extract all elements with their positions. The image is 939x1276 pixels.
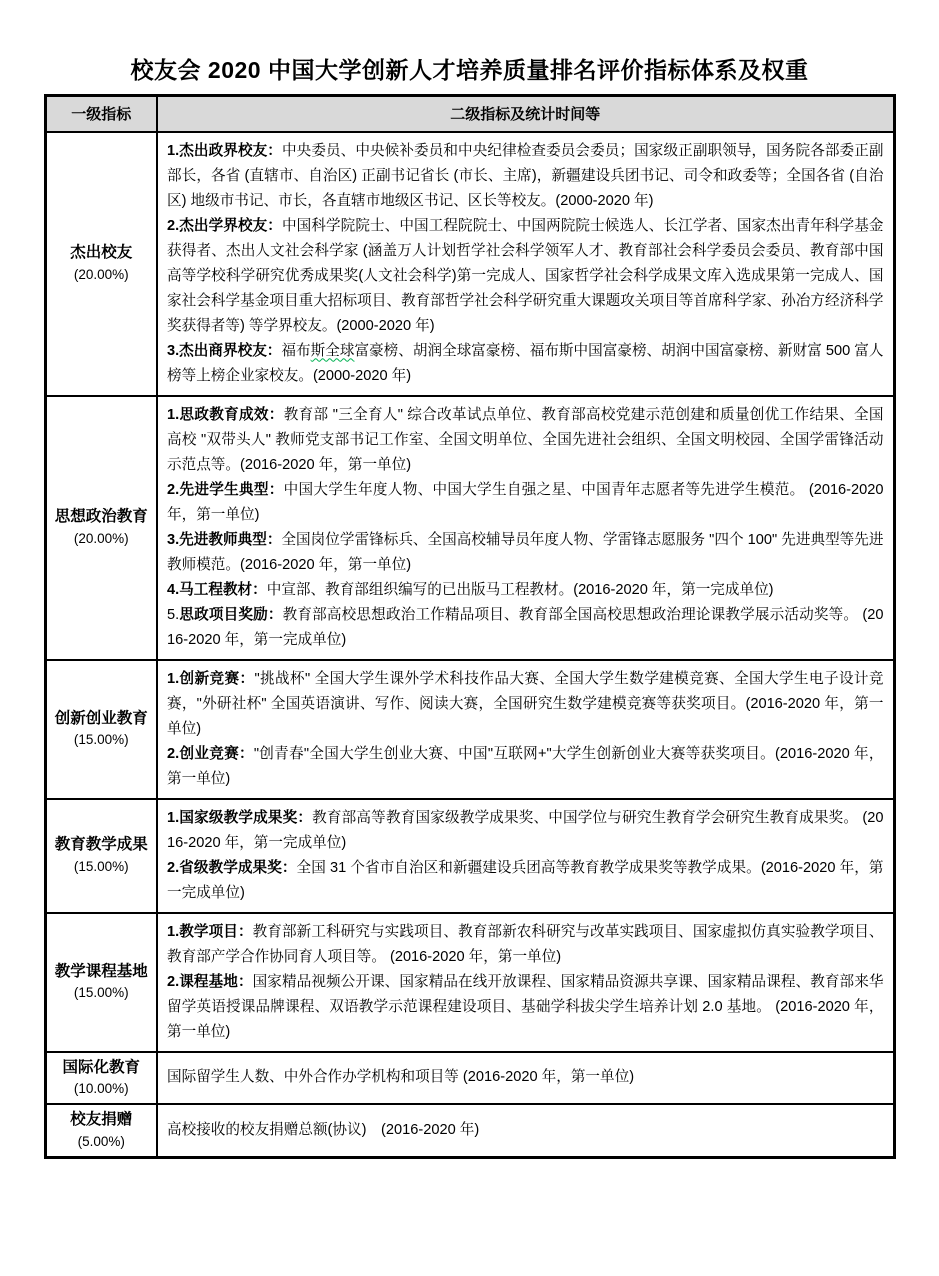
indicator-item	[167, 970, 884, 1045]
item-text: 中国科学院院士、中国工程院院士、中国两院院士候选人、长江学者、国家杰出青年科学基金获得者、杰出人文社会科学家 (涵盖万人计划哲学社会科学领军人才、教育部社会科学委员会委员、教育部中国高等学校科学研究优秀成果奖(人文社会科学)第一完成人、国家哲学社会科学成果文库入选成果第一完成人、国家社会科学基金项目重大招标项目、教育部哲学社会科学研究重大课题攻关项目等首席科学家、孙冶方经济科学奖获得者等) 等学界校友。(2000-2020 年)	[167, 217, 884, 334]
header-level2-indicator: 二级指标及统计时间等	[157, 96, 894, 132]
item-label: 3.杰出商界校友：	[167, 342, 282, 359]
item-label: 2.课程基地：	[167, 973, 253, 990]
item-label: 4.马工程教材：	[167, 581, 267, 598]
item-text: 教育部新工科研究与实践项目、教育部新农科研究与改革实践项目、国家虚拟仿真实验教学项目、教育部产学合作协同育人项目等。 (2016-2020 年，第一单位)	[167, 923, 884, 965]
item-label: 2.省级教学成果奖：	[167, 859, 297, 876]
indicator-name: 杰出校友	[70, 244, 133, 262]
item-text: 全国 31 个省市自治区和新疆建设兵团高等教育教学成果奖等教学成果。(2016-2020 年，第一完成单位)	[167, 859, 884, 901]
item-label: 1.创新竞赛：	[167, 670, 255, 687]
item-label: 1.国家级教学成果奖：	[167, 809, 313, 826]
indicator-weight: (15.00%)	[73, 985, 129, 1001]
level2-indicator-cell	[157, 132, 894, 396]
level2-indicator-cell	[157, 1052, 894, 1105]
indicator-name: 创新创业教育	[54, 709, 148, 727]
item-text: 全国岗位学雷锋标兵、全国高校辅导员年度人物、学雷锋志愿服务 "四个 100" 先进典型等先进教师模范。(2016-2020 年，第一单位)	[167, 531, 884, 573]
item-text: 高校接收的校友捐赠总额(协议) (2016-2020 年)	[167, 1122, 480, 1139]
item-label: 2.先进学生典型：	[167, 481, 284, 498]
table-row	[45, 396, 894, 660]
level2-indicator-cell	[157, 1104, 894, 1157]
table-row	[45, 1052, 894, 1105]
item-text: 中国大学生年度人物、中国大学生自强之星、中国青年志愿者等先进学生模范。 (2016-2020 年，第一单位)	[167, 481, 884, 523]
level2-indicator-cell	[157, 396, 894, 660]
item-text: 富豪榜、胡润全球富豪榜、福布斯中国富豪榜、胡润中国富豪榜、新财富 500 富人榜等上榜企业家校友。(2000-2020 年)	[167, 342, 884, 384]
item-text: 福布	[281, 342, 311, 359]
level2-indicator-cell	[157, 799, 894, 913]
indicator-item	[167, 920, 884, 970]
item-text: 国家精品视频公开课、国家精品在线开放课程、国家精品资源共享课、国家精品课程、教育部来华留学英语授课品牌课程、双语教学示范课程建设项目、基础学科拔尖学生培养计划 2.0 基地。 (2016-2020 年，第一单位)	[167, 973, 884, 1040]
level1-indicator-cell	[45, 396, 157, 660]
item-text: 中宣部、教育部组织编写的已出版马工程教材。(2016-2020 年，第一完成单位)	[266, 581, 774, 598]
item-label: 1.思政教育成效：	[167, 406, 284, 423]
indicator-name: 教学课程基地	[54, 962, 148, 980]
item-text: 国际留学生人数、中外合作办学机构和项目等 (2016-2020 年，第一单位)	[167, 1069, 635, 1086]
indicator-item	[167, 403, 884, 478]
level2-indicator-cell	[157, 660, 894, 799]
table-row	[45, 660, 894, 799]
indicator-weight: (15.00%)	[73, 858, 129, 874]
level1-indicator-cell	[45, 132, 157, 396]
level1-indicator-cell	[45, 660, 157, 799]
table-header-row	[45, 96, 894, 132]
spellcheck-wavy-text: 斯全球	[310, 342, 355, 359]
indicator-name: 教育教学成果	[54, 836, 148, 854]
item-label: 1.教学项目：	[167, 923, 253, 940]
indicator-item	[167, 603, 884, 653]
header-level1-indicator: 一级指标	[45, 96, 157, 132]
indicator-weight: (15.00%)	[73, 732, 129, 748]
level1-indicator-cell	[45, 799, 157, 913]
indicator-item	[167, 806, 884, 856]
table-row	[45, 913, 894, 1052]
indicator-item	[167, 1065, 884, 1090]
indicator-item	[167, 1118, 884, 1143]
item-text: "挑战杯" 全国大学生课外学术科技作品大赛、全国大学生数学建模竞赛、全国大学生电子设计竞赛，"外研社杯" 全国英语演讲、写作、阅读大赛，全国研究生数学建模竞赛等获奖项目。(2016-2020 年，第一单位)	[167, 670, 884, 737]
indicator-name: 国际化教育	[62, 1058, 140, 1076]
level1-indicator-cell	[45, 913, 157, 1052]
indicator-name: 校友捐赠	[70, 1111, 133, 1129]
indicator-table	[44, 94, 896, 1159]
indicator-item	[167, 742, 884, 792]
indicator-item	[167, 139, 884, 214]
level1-indicator-cell	[45, 1052, 157, 1105]
item-label: 3.先进教师典型：	[167, 531, 282, 548]
table-row	[45, 132, 894, 396]
indicator-name: 思想政治教育	[54, 508, 148, 526]
table-header	[45, 96, 894, 132]
item-text: 教育部高等教育国家级教学成果奖、中国学位与研究生教育学会研究生教育成果奖。 (2016-2020 年，第一完成单位)	[167, 809, 884, 851]
indicator-item	[167, 528, 884, 578]
indicator-item	[167, 856, 884, 906]
level1-indicator-cell	[45, 1104, 157, 1157]
item-label: 思政项目奖励：	[179, 606, 283, 623]
item-text: "创青春"全国大学生创业大赛、中国"互联网+"大学生创新创业大赛等获奖项目。(2016-2020 年，第一单位)	[167, 745, 884, 787]
table-row	[45, 799, 894, 913]
item-text: 教育部 "三全育人" 综合改革试点单位、教育部高校党建示范创建和质量创优工作结果、全国高校 "双带头人" 教师党支部书记工作室、全国文明单位、全国先进社会组织、全国文明校园、全国学雷锋活动示范点等。(2016-2020 年，第一单位)	[167, 406, 884, 473]
indicator-item	[167, 667, 884, 742]
item-label: 1.杰出政界校友：	[167, 142, 282, 159]
indicator-item	[167, 214, 884, 339]
indicator-weight: (20.00%)	[73, 266, 129, 282]
page-title: 校友会 2020 中国大学创新人才培养质量排名评价指标体系及权重	[130, 57, 809, 83]
item-label: 2.杰出学界校友：	[167, 217, 282, 234]
indicator-weight: (10.00%)	[73, 1080, 129, 1096]
indicator-item	[167, 478, 884, 528]
table-body	[45, 132, 894, 1158]
item-number: 5.	[167, 606, 180, 623]
table-row	[45, 1104, 894, 1157]
level2-indicator-cell	[157, 913, 894, 1052]
indicator-weight: (20.00%)	[73, 530, 129, 546]
indicator-weight: (5.00%)	[77, 1133, 125, 1149]
indicator-item	[167, 339, 884, 389]
indicator-item	[167, 578, 884, 603]
item-text: 教育部高校思想政治工作精品项目、教育部全国高校思想政治理论课教学展示活动奖等。 (2016-2020 年，第一完成单位)	[167, 606, 884, 648]
item-label: 2.创业竞赛：	[167, 745, 254, 762]
item-text: 中央委员、中央候补委员和中央纪律检查委员会委员；国家级正副职领导，国务院各部委正副部长，各省 (直辖市、自治区) 正副书记省长 (市长、主席)，新疆建设兵团书记、司令和政委等；全国各省 (自治区) 地级市书记、市长，各直辖市地级区书记、区长等校友。(2000-2020 年)	[167, 142, 884, 209]
